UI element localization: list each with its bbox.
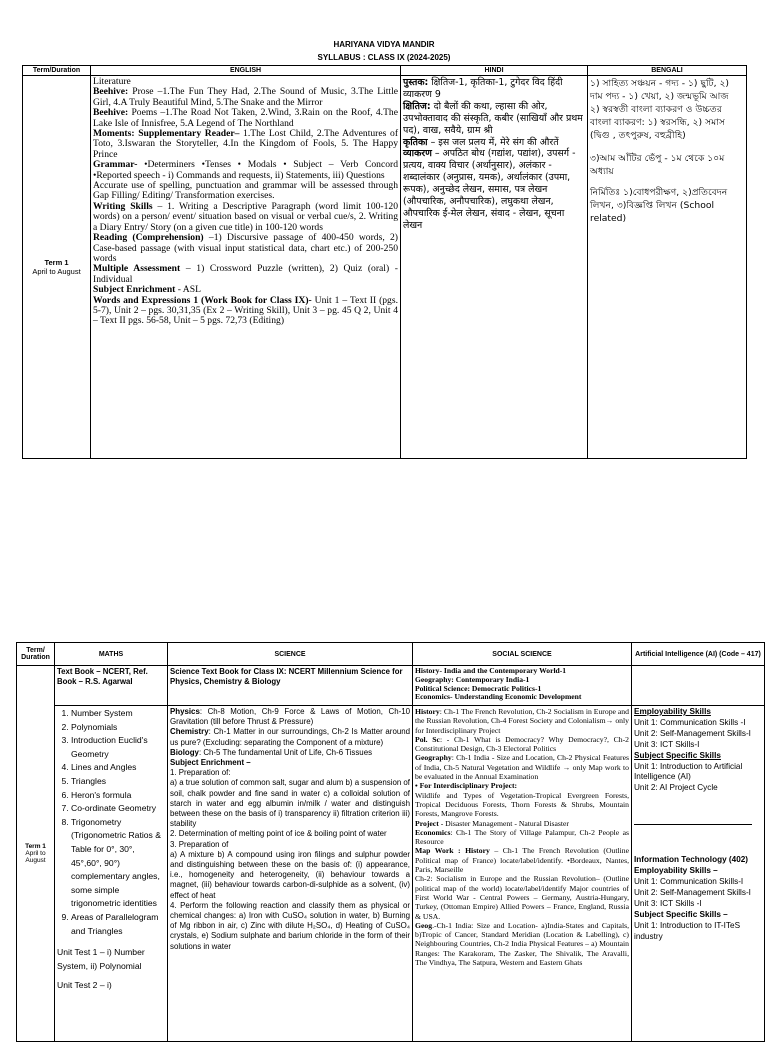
maths-unit-test: Unit Test 1 – i) Number System, ii) Polynomial	[57, 947, 145, 971]
science-paragraph	[170, 840, 410, 850]
syllabus-table-languages	[22, 65, 747, 459]
header-bengali: BENGALI	[588, 66, 747, 76]
english-paragraph-text: – 1) Crossword Puzzle (written), 2) Quiz (oral) - Individual	[93, 263, 398, 285]
it-item	[634, 910, 762, 921]
english-paragraph-heading: Grammar-	[93, 159, 138, 171]
ai-item	[634, 783, 762, 794]
english-paragraph-heading: Multiple Assessment	[93, 263, 181, 275]
english-paragraph	[93, 181, 398, 202]
ai-item-heading: Employability Skills	[634, 707, 711, 716]
maths-book: Text Book – NCERT, Ref. Book – R.S. Agarwal	[55, 666, 168, 706]
maths-topic: 7. Co-ordinate Geometry	[71, 802, 165, 816]
maths-topic: 2. Polynomials	[71, 721, 165, 735]
sst-paragraph-text: : Ch-1 India - Size and Location, Ch-2 Physical Features of India, Ch-5 Natural Vegetation and Wildlife → only Map work to be evaluated in the Annual Examination	[415, 753, 629, 782]
sst-paragraph-text: .-Ch-1 India: Size and Location- a)India-States and Capitals, b)Tropic of Cancer, Standard Meridian (Location & Labelling), c) Neighbouring Countries, Ch-2 India Physical Features – a) Mountain Ranges: The Karakoram, The Zasker, The Shivalik, The Aravalli, The Vindhya, The Satpura, Western and Eastern Ghats	[415, 920, 629, 968]
sst-paragraph-text: Ch-2: Socialism in Europe and the Russian Revolution– (Outline political map of the world) locate/label/identify Major countries of First World War - Central Powers – Germany, Austria-Hungary, Turkey, (Ottoman Empire) Allied Powers – France, England, Russia & USA.	[415, 874, 629, 921]
science-content	[168, 706, 413, 1042]
sst-book-geography: Geography: Contemporary India-1	[415, 674, 530, 684]
english-paragraph-text: •Determiners •Tenses • Modals • Subject – Verb Concord •Reported speech - i) Commands and requests, ii) Statements, iii) Questions	[93, 159, 398, 181]
term-title-2: Term 1	[25, 843, 46, 850]
bengali-paragraph: ৩)আম আঁটির ভেঁপু - ১ম থেকে ১০ম অধ্যায়	[590, 153, 725, 177]
english-paragraph-text: Unit 1 – Text II (pgs. 5-7), Unit 2 – pgs. 30,31,35 (Ex 2 – Writing Skill), Unit 3 – pg. 45 Q 2, Unit 4 – Text II pgs. 56-58, Unit – 5 pgs. 72,73 (Editing)	[93, 294, 398, 327]
ai-item-text: Unit 2: AI Project Cycle	[634, 783, 718, 793]
sst-book-polsc: Political Science: Democratic Politics-1	[415, 683, 542, 693]
english-paragraph	[93, 264, 398, 285]
hindi-paragraph	[403, 137, 585, 149]
sst-paragraph-heading: Geog	[415, 920, 433, 930]
sst-paragraph	[415, 781, 629, 790]
english-paragraph	[93, 233, 398, 264]
sst-book-history: History- India and the Contemporary World-1	[415, 666, 567, 675]
bengali-paragraph: নির্মিতিঃ ১)বোধপরীক্ষণ, ২)প্রতিবেদন লিখন, ৩)বিজ্ঞপ্তি লিখন (School related)	[590, 187, 728, 224]
ai-content	[632, 706, 765, 1042]
it-item-heading: Employability Skills –	[634, 866, 718, 876]
ai-item	[634, 729, 762, 740]
it-item	[634, 866, 762, 877]
english-paragraph-text: 1.The Lost Child, 2.The Adventures of Toto, 3.Iswaran the Storyteller, 4.In the Kingdom of Fools, 5. The Happy Prince	[93, 128, 399, 160]
hindi-paragraph	[403, 77, 585, 101]
header-science: SCIENCE	[168, 643, 413, 666]
ai-item-text: Unit 2: Self-Management Skills-I	[634, 728, 751, 738]
header-hindi: HINDI	[401, 66, 588, 76]
english-paragraph-heading: Beehive:	[93, 86, 129, 98]
ai-paragraphs	[634, 707, 762, 794]
syllabus-table-subjects	[16, 642, 765, 1042]
sst-paragraph-text: : Ch-1 The Story of Village Palampur, Ch-2 People as Resource	[415, 827, 629, 847]
it-item-heading: Information Technology (402)	[634, 855, 749, 865]
header-term-duration-2: Term/ Duration	[17, 643, 55, 666]
bengali-paragraph: ২) স্বরস্বতী বাংলা ব্যাকরণ ও উচ্চতর বাংলা ব্যাকরণ: ১) স্বরসন্ধি, ২) সমাস (দ্বিগু , তৎপুরুষ, বহুব্রীহি)	[590, 104, 725, 141]
header-term-duration: Term/Duration	[23, 66, 91, 76]
hindi-paragraph-heading: पुस्तक:	[403, 77, 429, 88]
maths-topic-list	[57, 707, 165, 938]
ai-item	[634, 762, 762, 784]
sst-paragraph-text: Wildlife and Types of Vegetation-Tropical Evergreen Forests, Tropical Deciduous Forests, Thorn Forests & Shrubs, Mountain Forests, Mangrove Forests.	[415, 790, 629, 819]
maths-topic: 5. Triangles	[71, 775, 165, 789]
sst-paragraph	[415, 735, 629, 754]
header-english: ENGLISH	[91, 66, 401, 76]
it-item-heading: Subject Specific Skills –	[634, 909, 728, 919]
sst-paragraph	[415, 828, 629, 847]
hindi-paragraph-text: दो बैलों की कथा, ल्हासा की ओर, उपभोक्तावाद की संस्कृति, कबीर (साखियाँ और प्रथम पद), वाख, सवैये, ग्राम श्री	[403, 100, 583, 136]
syllabus-title: SYLLABUS : CLASS IX (2024-2025)	[317, 53, 451, 62]
english-paragraph	[93, 108, 398, 129]
maths-topic: 6. Heron's formula	[71, 789, 165, 803]
science-paragraph-heading: Chemistry	[170, 727, 209, 737]
english-paragraph	[93, 87, 398, 108]
english-paragraph	[93, 202, 398, 233]
header-maths: MATHS	[55, 643, 168, 666]
science-paragraph-heading: Biology	[170, 747, 199, 757]
ai-item	[634, 718, 762, 729]
sst-paragraph-text: – Ch-1 The French Revolution (Outline Political map of France) locate/label/identify. •Bordeaux, Nantes, Paris, Marseille	[415, 846, 630, 875]
english-paragraph-text: Literature	[93, 76, 131, 87]
english-paragraph-text: Accurate use of spelling, punctuation and grammar will be assessed through Gap Filling/ Editing/ Transformation exercises.	[93, 180, 398, 202]
hindi-content	[401, 76, 588, 459]
it-item	[634, 855, 762, 866]
science-paragraph-text: a) a true solution of common salt, sugar and alum b) a suspension of soil, chalk powder and fine sand in water c) a colloidal solution of starch in water and egg albumin in/milk / water and distinguish between these on the basis of i) transparency ii) filtration criterion iii) stability	[170, 778, 410, 829]
sst-paragraph-text: - Disaster Management - Natural Disaster	[438, 818, 569, 828]
hindi-paragraph	[403, 101, 585, 137]
it-item-text: Unit 2: Self-Management Skills-I	[634, 887, 751, 897]
sst-content	[413, 706, 632, 1042]
sst-paragraph-heading: Geography	[415, 753, 452, 763]
english-paragraph	[93, 129, 398, 160]
ai-book-cell	[632, 666, 765, 706]
hindi-paragraph	[403, 148, 585, 231]
science-paragraph	[170, 901, 410, 952]
english-paragraph-heading: Subject Enrichment	[93, 284, 176, 296]
ai-item-text: Unit 3: ICT Skills-I	[634, 739, 700, 749]
english-paragraph-text: Poems –1.The Road Not Taken, 2.Wind, 3.Rain on the Roof, 4.The Lake Isle of Innisfree, 5.A Legend of The Northland	[93, 107, 398, 129]
science-paragraph-text: 1. Preparation of:	[170, 768, 231, 778]
it-item	[634, 888, 762, 899]
header-ai: Artificial Intelligence (AI) (Code – 417)	[632, 643, 765, 666]
science-paragraph	[170, 748, 410, 758]
science-paragraph	[170, 768, 410, 778]
it-item	[634, 921, 762, 943]
english-content	[91, 76, 401, 459]
hindi-paragraph-text: क्षितिज-1, कृतिका-1, टुगेदर विद हिंदी व्याकरण 9	[403, 77, 563, 100]
science-paragraph	[170, 850, 410, 901]
english-paragraph-text: Prose –1.The Fun They Had, 2.The Sound of Music, 3.The Little Girl, 4.A Truly Beautiful Mind, 5.The Snake and the Mirror	[93, 86, 398, 108]
header-social-science: SOCIAL SCIENCE	[413, 643, 632, 666]
sst-paragraph	[415, 819, 629, 828]
science-paragraph-text: a) A mixture b) A compound using iron filings and sulphur powder and distinguishing between these on the basis of: (i) appearance, i.e., homogeneity and heterogeneity, (ii) behaviour towards a magnet, (iii) behaviour towards carbon-di-sulphide as a solvent, (iv) effect of heat	[170, 849, 410, 900]
term-cell-2	[17, 666, 55, 1042]
it-item-text: Unit 1: Introduction to IT-ITeS industry	[634, 920, 741, 941]
english-paragraph-text: –1) Discursive passage of 400-450 words, 2) Case-based passage (with visual input statistical data, chart etc.) of 200-250 words	[93, 232, 398, 264]
sst-paragraph-heading: Map Work : History	[415, 846, 490, 856]
science-paragraph	[170, 829, 410, 839]
science-paragraph-text: : Ch-1 Matter in our surroundings, Ch-2 Is Matter around us pure? (Excluding: separating the Component of a mixture)	[170, 727, 410, 747]
english-paragraph	[93, 160, 398, 181]
hindi-paragraph-heading: क्षितिज:	[403, 100, 431, 112]
sst-paragraph	[415, 874, 629, 920]
term-duration: April to August	[32, 267, 81, 276]
maths-topic: 3. Introduction Euclid's Geometry	[71, 734, 165, 761]
sst-paragraph-heading: History	[415, 707, 440, 716]
science-paragraph	[170, 727, 410, 747]
english-paragraph-heading: Beehive:	[93, 107, 129, 119]
english-paragraph-heading: Writing Skills	[93, 200, 153, 212]
science-book: Science Text Book for Class IX: NCERT Millennium Science for Physics, Chemistry & Biology	[168, 666, 413, 706]
science-paragraph-text: 4. Perform the following reaction and classify them as physical or chemical changes: a) Iron with CuSO₄ solution in water, b) Burning of Mg ribbon in air, c) Zinc with dilute H₂SO₄, d) Heating of CuSO₄ crystals, e) Sodium sulphate and barium chloride in the form of their solutions in water	[170, 900, 410, 951]
maths-topic: 9. Areas of Parallelogram and Triangles	[71, 911, 165, 938]
hindi-paragraph-heading: व्याकरण	[403, 148, 432, 160]
science-paragraph-text: 2. Determination of melting point of ice & boiling point of water	[170, 829, 387, 839]
sst-paragraph-text: : - Ch-1 What is Democracy? Why Democracy?, Ch-2 Constitutional Design, Ch-3 Electoral Politics	[415, 734, 629, 754]
maths-unit-test: Unit Test 2 – i)	[57, 980, 112, 991]
sst-paragraph	[415, 707, 629, 735]
bengali-content	[588, 76, 747, 459]
maths-topic: 8. Trigonometry (Trigonometric Ratios & Table for 0°, 30°, 45°,60°, 90°) complementary angles, some simple trigonometric identities	[71, 816, 165, 911]
sst-paragraph-heading: Pol. Sc	[415, 734, 440, 744]
maths-topic: 1. Number System	[71, 707, 165, 721]
maths-unit-tests	[57, 946, 165, 993]
sst-paragraph-heading: Economics	[415, 827, 451, 837]
ai-item	[634, 751, 762, 762]
english-paragraph-text: – 1. Writing a Descriptive Paragraph (word limit 100-120 words) on a person/ event/ situation based on visual or verbal cue/s, 2. Writing a Diary Entry/ Story (on a given cue title) in 100-120 words	[93, 200, 398, 233]
english-paragraph-heading: Reading (Comprehension)	[93, 232, 204, 244]
science-paragraph	[170, 707, 410, 727]
english-paragraph	[93, 296, 398, 327]
science-paragraph-text: : Ch-5 The fundamental Unit of Life, Ch-6 Tissues	[198, 747, 373, 757]
term-cell	[23, 76, 91, 459]
ai-divider	[634, 824, 752, 825]
english-paragraph-heading: Words and Expressions 1 (Work Book for Class IX)-	[93, 294, 312, 306]
term-duration-2: April to August	[25, 850, 46, 864]
it-item-text: Unit 1: Communication Skills-I	[634, 877, 744, 887]
sst-paragraph	[415, 846, 629, 874]
sst-paragraph-heading: • For Interdisciplinary Project:	[415, 781, 518, 791]
sst-paragraph-heading: Project	[415, 818, 439, 828]
hindi-paragraphs	[403, 77, 585, 232]
sst-paragraph-text: : Ch-1 The French Revolution, Ch-2 Socialism in Europe and the Russian Revolution, Ch-4 Forest Society and Colonialism→ only for Interdisciplinary Project	[415, 707, 629, 735]
science-paragraphs	[170, 707, 410, 952]
science-paragraph	[170, 778, 410, 829]
bengali-paragraph: ১) সাহিত্য সঞ্চয়ন - গদ্য - ১) ছুটি, ২) দাম পদ্য - ১) খেয়া, ২) জন্মভূমি আজ	[590, 78, 730, 102]
science-paragraph-text: : Ch-8 Motion, Ch-9 Force & Laws of Motion, Ch-10 Gravitation (till before Thrust & Pressure)	[170, 707, 410, 727]
sst-book-economics: Economics- Understanding Economic Development	[415, 692, 582, 702]
english-paragraph-heading: Moments: Supplementary Reader–	[93, 128, 240, 140]
science-paragraph-heading: Physics	[170, 707, 200, 716]
sst-paragraph	[415, 753, 629, 781]
sst-books	[413, 666, 632, 706]
school-name: HARIYANA VIDYA MANDIR	[333, 40, 435, 49]
bengali-paragraphs	[590, 77, 744, 225]
english-paragraph-text: - ASL	[175, 284, 201, 296]
it-item-text: Unit 3: ICT Skills -I	[634, 898, 702, 908]
maths-content	[55, 706, 168, 1042]
science-paragraph-text: 3. Preparation of	[170, 839, 229, 849]
hindi-paragraph-text: – अपठित बोध (गद्यांश, पद्यांश), उपसर्ग - प्रत्यय, वाक्य विचार (अर्थानुसार), अलंकार - शब्दालंकार (अनुप्रास, यमक), अर्थालंकार (उपमा, रूपक), अनुच्छेद लेखन, समास, पत्र लेखन (औपचारिक, अनौपचारिक), लघुकथा लेखन, औपचारिक ई-मेल लेखन, संवाद - लेखन, सूचना लेखन	[403, 148, 576, 231]
it-item	[634, 877, 762, 888]
ai-item	[634, 740, 762, 751]
science-paragraph-heading: Subject Enrichment –	[170, 758, 251, 768]
ai-item-heading: Subject Specific Skills	[634, 750, 721, 760]
ai-item	[634, 707, 762, 718]
maths-topic: 4. Lines and Angles	[71, 761, 165, 775]
sst-paragraph	[415, 791, 629, 819]
ai-item-text: Unit 1: Introduction to Artificial Intelligence (AI)	[634, 761, 743, 782]
hindi-paragraph-text: – इस जल प्रलय में, मेरे संग की औरतें	[427, 136, 559, 148]
it-paragraphs	[634, 855, 762, 942]
science-paragraph	[170, 758, 410, 768]
ai-item-text: Unit 1: Communication Skills -I	[634, 717, 746, 727]
it-item	[634, 899, 762, 910]
hindi-paragraph-heading: कृतिका	[403, 136, 428, 148]
sst-paragraphs	[415, 707, 629, 967]
english-paragraphs	[93, 77, 398, 327]
sst-paragraph	[415, 921, 629, 967]
term-title: Term 1	[44, 258, 69, 267]
